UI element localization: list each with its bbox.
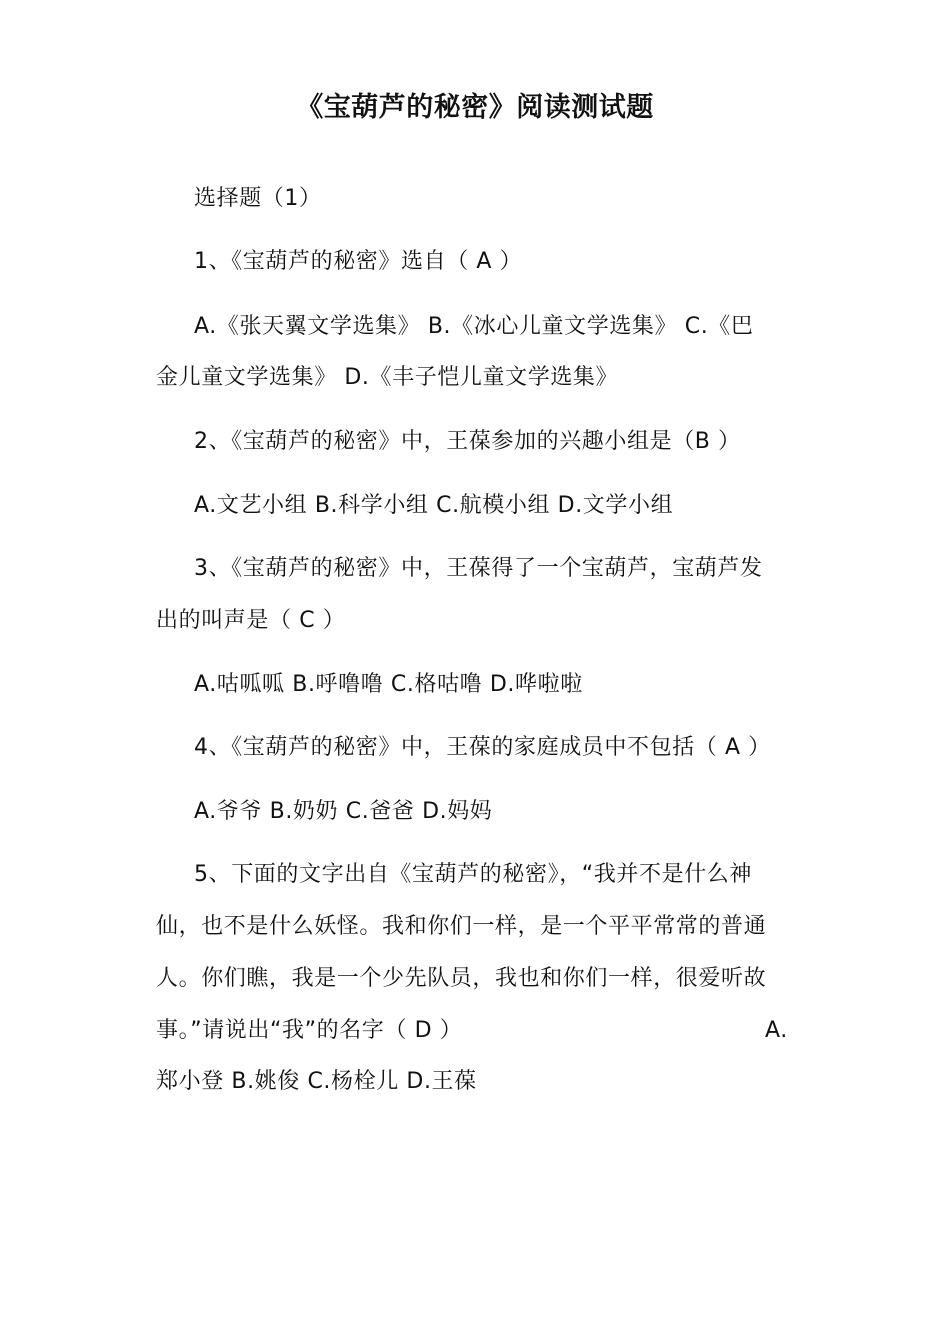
question-4-options: A.爷爷 B.奶奶 C.爸爸 D.妈妈 xyxy=(194,799,493,824)
question-5-stem-cont-3: 事。”请说出“我”的名字（ D ） xyxy=(156,1018,463,1043)
question-3-stem-cont: 出的叫声是（ C ） xyxy=(156,608,346,633)
question-5-stem-cont-2: 人。你们瞧，我是一个少先队员，我也和你们一样，很爱听故 xyxy=(156,966,767,991)
question-2-stem: 2、《宝葫芦的秘密》中，王葆参加的兴趣小组是（B ） xyxy=(194,429,741,454)
question-1-options-cont: 金儿童文学选集》 D.《丰子恺儿童文学选集》 xyxy=(156,365,619,390)
question-5-stem-cont-1: 仙，也不是什么妖怪。我和你们一样，是一个平平常常的普通 xyxy=(156,914,767,939)
question-2-options: A.文艺小组 B.科学小组 C.航模小组 D.文学小组 xyxy=(194,493,674,518)
question-5-option-a-prefix: A. xyxy=(765,1018,788,1043)
section-heading: 选择题（1） xyxy=(194,186,322,211)
question-3-stem: 3、《宝葫芦的秘密》中，王葆得了一个宝葫芦，宝葫芦发 xyxy=(194,556,763,581)
question-1-options: A.《张天翼文学选集》 B.《冰心儿童文学选集》 C.《巴 xyxy=(194,314,754,339)
question-3-options: A.咕呱呱 B.呼噜噜 C.格咕噜 D.哗啦啦 xyxy=(194,672,583,697)
question-4-stem: 4、《宝葫芦的秘密》中，王葆的家庭成员中不包括（ A ） xyxy=(194,735,771,760)
question-1-stem: 1、《宝葫芦的秘密》选自（ A ） xyxy=(194,249,523,274)
question-5-stem: 5、下面的文字出自《宝葫芦的秘密》，“我并不是什么神 xyxy=(194,862,752,887)
question-5-options: 郑小登 B.姚俊 C.杨栓儿 D.王葆 xyxy=(156,1069,477,1094)
document-title: 《宝葫芦的秘密》阅读测试题 xyxy=(296,92,654,123)
